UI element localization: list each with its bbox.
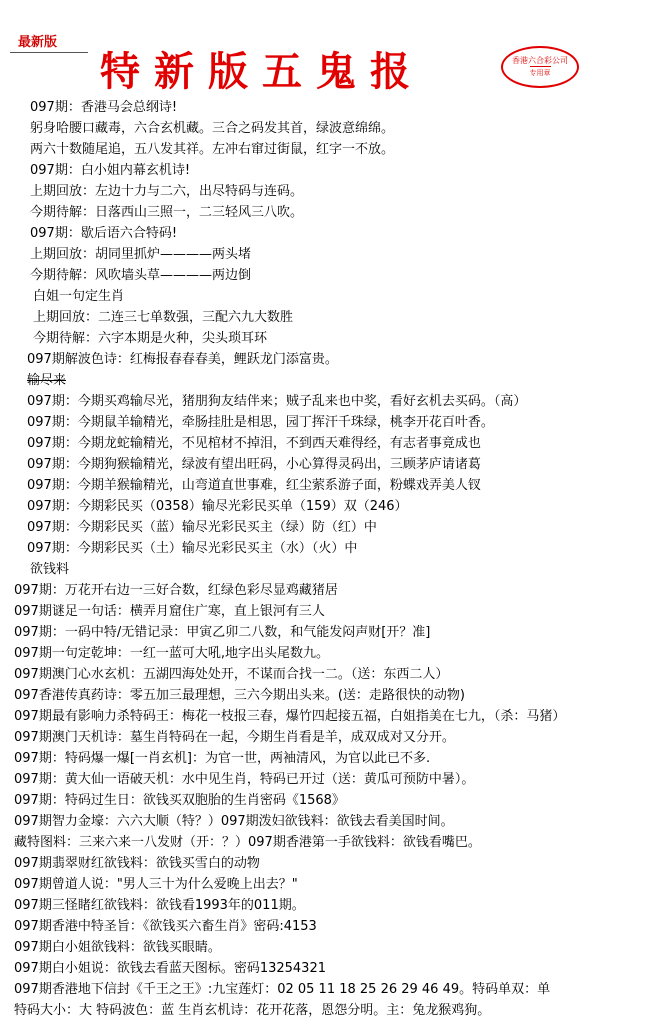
text-line: 藏特图料：三来六来一八发财（开：？）097期香港第一手欲钱料：欲钱看嘴巴。 (14, 835, 481, 850)
text-line: 097期澳门天机诗：墓生肖特码在一起，今期生肖看是羊，成双成对又分开。 (14, 730, 455, 745)
text-line: 特码大小：大 特码波色：蓝 生肖玄机诗：花开花落，恩怨分明。主：兔龙猴鸡狗。 (14, 1003, 491, 1018)
text-line: 097期：今期买鸡输尽光，猪朋狗友结伴来；贼子乱来也中奖，看好玄机去买码。（高） (27, 394, 527, 409)
text-line: 097期澳门心水玄机：五湖四海处处开，不谋而合找一二。（送：东西二人） (14, 667, 449, 682)
text-line: 097期：歇后语六合特码! (30, 226, 178, 241)
text-line: 097期解波色诗：红梅报春春春美，鲤跃龙门添富贵。 (27, 352, 338, 367)
text-line: 097期三怪睹红欲钱料：欲钱看1993年的011期。 (14, 898, 305, 913)
section-heading: 欲钱料 (30, 562, 70, 577)
text-line: 097期曾道人说："男人三十为什么爱晚上出去？" (14, 877, 298, 892)
text-line: 097期：白小姐内幕玄机诗! (30, 163, 191, 178)
text-line: 097期：特码爆一爆[一肖玄机]：为官一世，两袖清风，为官以此已不多. (14, 751, 431, 766)
red-seal-stamp (501, 46, 579, 88)
text-line: 今期待解：日落西山三照一，二三轻风三八吹。 (30, 205, 304, 220)
text-line: 097期香港中特圣旨：《欲钱买六畜生肖》密码:4153 (14, 919, 317, 934)
badge-underline (10, 52, 88, 53)
text-line: 097期最有影响力杀特码王：梅花一枝报三春，爆竹四起接五福，白姐指美在七九，（杀：马猪） (14, 709, 566, 724)
text-line: 白姐一句定生肖 (33, 289, 125, 304)
text-line: 097期：今期彩民买（0358）输尽光彩民买单（159）双（246） (27, 499, 408, 514)
section-heading: 输尽来 (27, 373, 67, 388)
text-line: 097期：香港马会总纲诗! (30, 100, 178, 115)
text-line: 097期：今期狗猴输精光，绿波有望出旺码，小心算得灵码出，三顾茅庐请诸葛 (27, 457, 481, 472)
text-line: 097期白小姐说：欲钱去看蓝天图标。密码13254321 (14, 961, 326, 976)
text-line: 今期待解：风吹墙头草————两边倒 (30, 268, 252, 283)
text-line: 097期：今期龙蛇输精光，不见棺材不掉泪，不到西天难得经，有志者事竟成也 (27, 436, 481, 451)
text-line: 097期翡翠财红欲钱料：欲钱买雪白的动物 (14, 856, 260, 871)
text-line: 上期回放：胡同里抓炉————两头堵 (30, 247, 252, 262)
seal-text-top: 香港六合彩公司 (512, 56, 568, 65)
page-title: 特新版五鬼报 (100, 48, 424, 95)
text-line: 097期：今期羊猴输精光，山弯道直世事难，红尘萦系游子面，粉蝶戏弄美人钗 (27, 478, 481, 493)
text-line: 097期：一码中特/无错记录：甲寅乙卯二八数，和气能发闷声财[开？准] (14, 625, 431, 640)
text-line: 097期白小姐欲钱料：欲钱买眼睛。 (14, 940, 221, 955)
text-line: 097期谜足一句话：横弄月窟住广寒，直上银河有三人 (14, 604, 325, 619)
text-line: 今期待解：六字本期是火种，尖头琐耳环 (33, 331, 268, 346)
text-line: 097期：黄大仙一语破天机：水中见生肖，特码已开过（送：黄瓜可预防中暑）。 (14, 772, 475, 787)
version-badge: 最新版 (18, 35, 58, 50)
text-line: 上期回放：左边十力与二六，出尽特码与连码。 (30, 184, 304, 199)
text-line: 097期：今期鼠羊输精光，牵肠挂肚是相思，园丁挥汗千珠绿，桃李开花百叶香。 (27, 415, 494, 430)
text-line: 097期：今期彩民买（土）输尽光彩民买主（水）（火）中 (27, 541, 358, 556)
text-line: 两六十数随尾追，五八发其祥。左冲右窜过街鼠，红字一不放。 (30, 142, 395, 157)
seal-text-bottom: 专用章 (530, 66, 551, 79)
text-line: 097香港传真药诗：零五加三最理想，三六今期出头来。(送：走路很快的动物) (14, 688, 465, 703)
text-line: 097期：特码过生日：欲钱买双胞胎的生肖密码《1568》 (14, 793, 345, 808)
text-line: 上期回放：二连三七单数强，三配六九大数胜 (33, 310, 294, 325)
text-line: 097期智力金壕：六六大顺（特？）097期泼妇欲钱料：欲钱去看美国时间。 (14, 814, 454, 829)
text-line: 097期：万花开右边一三好合数，红绿色彩尽显鸡藏猪居 (14, 583, 338, 598)
text-line: 097期一句定乾坤：一红一蓝可大吼,地字出头尾数九。 (14, 646, 329, 661)
text-line: 躬身哈腰口藏毒，六合玄机藏。三合之码发其首，绿波意绵绵。 (30, 121, 395, 136)
text-line: 097期香港地下信封《千王之王》:九宝莲灯：02 05 11 18 25 26 29 46 49。特码单双：单 (14, 982, 551, 997)
text-line: 097期：今期彩民买（蓝）输尽光彩民买主（绿）防（红）中 (27, 520, 377, 535)
